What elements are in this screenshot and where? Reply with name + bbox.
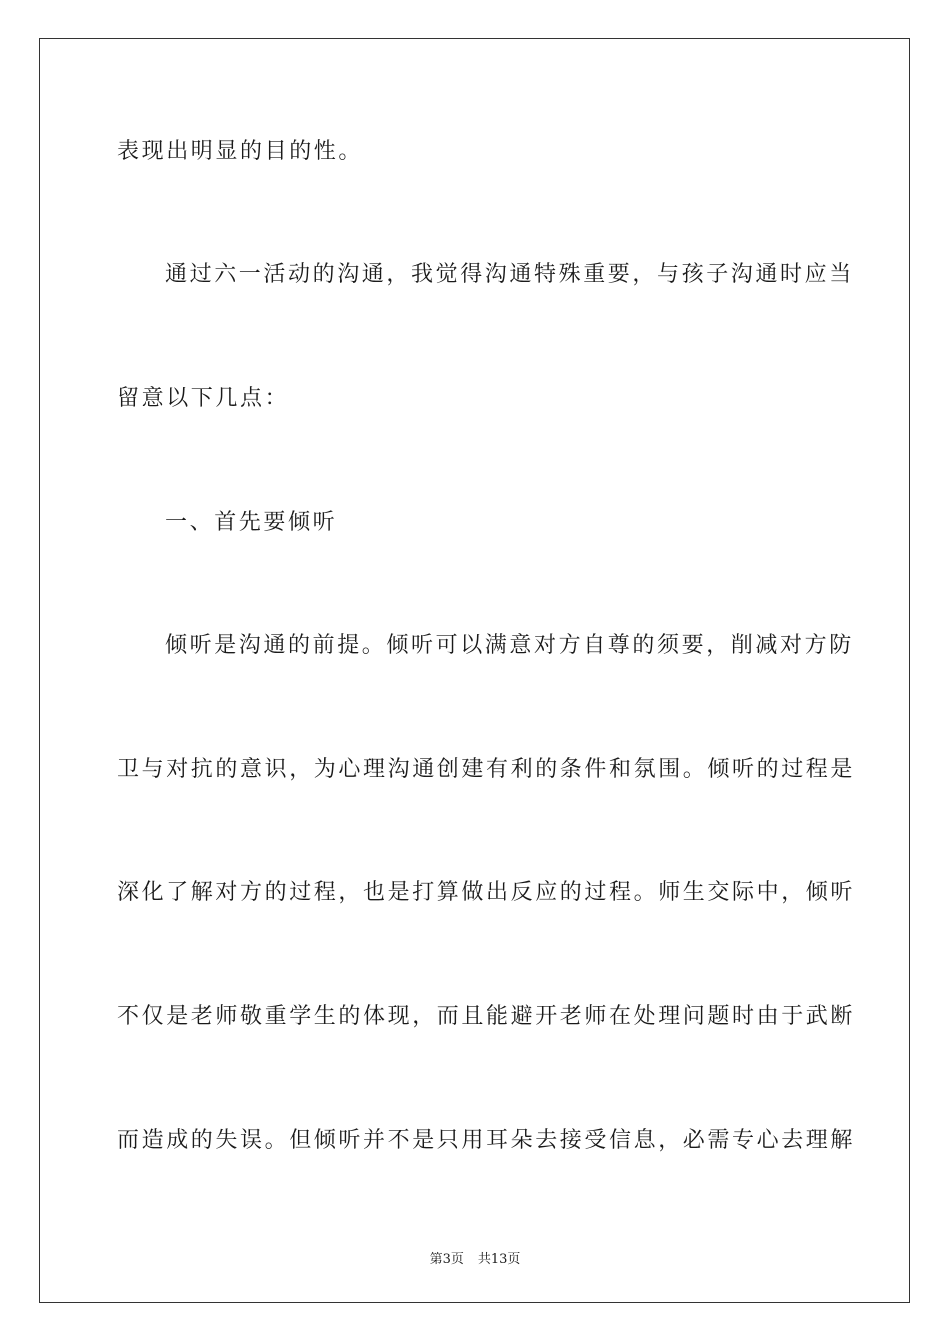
page-number: 第3页 <box>429 1252 464 1267</box>
page-border <box>39 38 910 1303</box>
text-line: 深化了解对方的过程，也是打算做出反应的过程。师生交际中，倾听 <box>117 880 856 905</box>
paragraph-line: 通过六一活动的沟通，我觉得沟通特殊重要，与孩子沟通时应当 <box>165 262 854 287</box>
text-line: 卫与对抗的意识，为心理沟通创建有利的条件和氛围。倾听的过程是 <box>117 757 856 782</box>
paragraph-line: 倾听是沟通的前提。倾听可以满意对方自尊的须要，削减对方防 <box>165 633 854 658</box>
section-heading: 一、首先要倾听 <box>165 510 338 535</box>
text-line: 而造成的失误。但倾听并不是只用耳朵去接受信息，必需专心去理解 <box>117 1128 856 1153</box>
total-pages: 共13页 <box>477 1252 521 1267</box>
text-line: 留意以下几点： <box>117 386 290 411</box>
text-line: 不仅是老师敬重学生的体现，而且能避开老师在处理问题时由于武断 <box>117 1004 856 1029</box>
page-footer <box>0 1248 950 1267</box>
text-line: 表现出明显的目的性。 <box>117 139 364 164</box>
